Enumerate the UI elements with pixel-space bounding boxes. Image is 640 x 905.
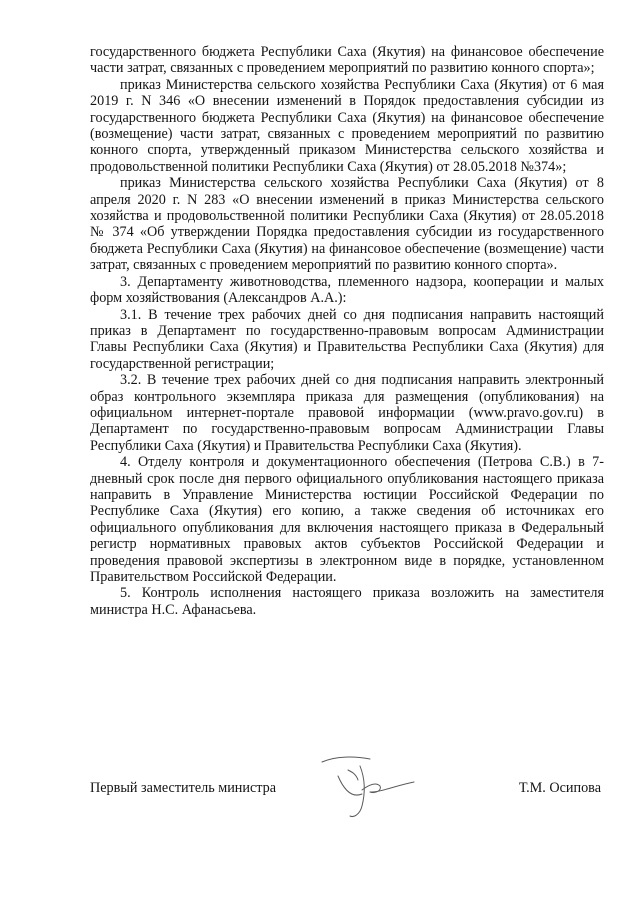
paragraph-order-283: приказ Министерства сельского хозяйства Республики Саха (Якутия) от 8 апреля 2020 г. N 283 «О внесении изменений в приказ Министерства сельского хозяйства и продовольственной политики Республики Саха (Якутия) от 28.05.2018 № 374 «Об утверждении Порядка предоставления субсидии из государственного бюджета Республики Саха (Якутия) на финансовое обеспечение (возмещение) части затрат, связанных с проведением мероприятий по развитию конного спорта». <box>90 175 604 274</box>
paragraph-item-5: 5. Контроль исполнения настоящего приказа возложить на заместителя министра Н.С. Афанасьева. <box>90 585 604 618</box>
document-body <box>90 44 604 618</box>
signatory-name: Т.М. Осипова <box>518 780 601 796</box>
signatory-role: Первый заместитель министра <box>90 780 277 796</box>
handwritten-signature <box>318 750 418 830</box>
paragraph-order-346: приказ Министерства сельского хозяйства Республики Саха (Якутия) от 6 мая 2019 г. N 346 «О внесении изменений в Порядок предоставления субсидии из государственного бюджета Республики Саха (Якутия) на финансовое обеспечение (возмещение) части затрат, связанных с проведением мероприятий по развитию конного спорта, утвержденный приказом Министерства сельского хозяйства и продовольственной политики Республики Саха (Якутия) от 28.05.2018 №374»; <box>90 76 604 175</box>
paragraph-continuation: государственного бюджета Республики Саха (Якутия) на финансовое обеспечение части затрат, связанных с проведением мероприятий по развитию конного спорта»; <box>90 44 604 77</box>
paragraph-item-3: 3. Департаменту животноводства, племенного надзора, кооперации и малых форм хозяйствования (Александров А.А.): <box>90 273 604 307</box>
paragraph-item-3-1: 3.1. В течение трех рабочих дней со дня подписания направить настоящий приказ в Департамент по государственно-правовым вопросам Администрации Главы Республики Саха (Якутия) и Правительства Республики Саха (Якутия) для государственной регистрации; <box>90 306 604 372</box>
paragraph-item-4: 4. Отделу контроля и документационного обеспечения (Петрова С.В.) в 7-дневный срок после дня первого официального опубликования настоящего приказа направить в Управление Министерства юстиции Российской Федерации по Республике Саха (Якутия) его копию, а также сведения об источниках его официального опубликования для включения настоящего приказа в Федеральный регистр нормативных правовых актов субъектов Российской Федерации и проведения правовой экспертизы в электронном виде в порядке, установленном Правительством Российской Федерации. <box>90 454 604 585</box>
paragraph-item-3-2: 3.2. В течение трех рабочих дней со дня подписания направить электронный образ контрольного экземпляра приказа для размещения (опубликования) на официальном интернет-портале правовой информации (www.pravo.gov.ru) в Департамент по государственно-правовым вопросам Администрации Главы Республики Саха (Якутия) и Правительства Республики Саха (Якутия). <box>90 372 604 454</box>
